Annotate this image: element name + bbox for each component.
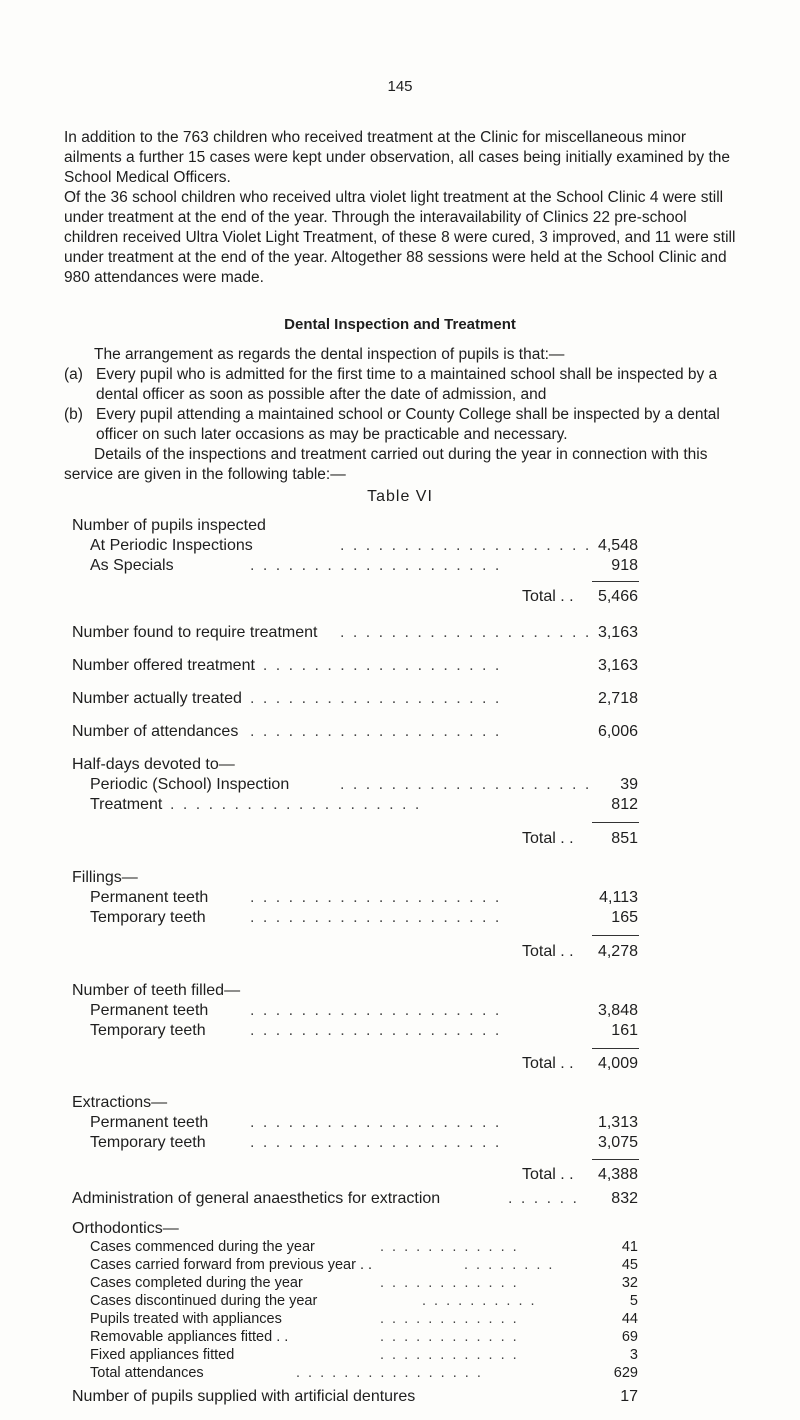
row-label: Number offered treatment xyxy=(72,657,255,674)
row-value: 41 xyxy=(621,1239,638,1255)
table-row xyxy=(0,774,800,796)
rule xyxy=(592,822,639,823)
row-value: 5,466 xyxy=(597,588,638,605)
row-value: 5 xyxy=(629,1293,638,1309)
table-row xyxy=(0,1020,800,1042)
rule xyxy=(592,1159,639,1160)
leader-dots: . . . . . . . . . . . . . . . . . . . . xyxy=(340,776,592,793)
leader-dots: . . . . . . . . . . . . . . . . . . . . xyxy=(250,909,502,926)
row-value: 17 xyxy=(620,1388,638,1405)
leader-dots: . . . . . . . . . . . . xyxy=(380,1311,519,1327)
row-label: Extractions— xyxy=(72,1094,168,1111)
row-label: Number of teeth filled— xyxy=(72,982,241,999)
table-row xyxy=(0,828,800,850)
row-label: Removable appliances fitted . . xyxy=(90,1329,289,1345)
row-value: 32 xyxy=(621,1275,638,1291)
row-label: As Specials xyxy=(90,557,174,574)
leader-dots: . . . . . . . . . . . . . . . . . . . . xyxy=(250,1134,502,1151)
row-value: 165 xyxy=(611,909,638,926)
row-label: Number found to require treatment xyxy=(72,624,318,641)
total-label: Total . . xyxy=(522,1055,574,1072)
row-value: 4,113 xyxy=(599,889,638,906)
table-row xyxy=(0,586,800,608)
table-row xyxy=(0,535,800,557)
row-label: Fixed appliances fitted xyxy=(90,1347,235,1363)
total-label: Total . . xyxy=(522,943,574,960)
table-row xyxy=(0,655,800,677)
row-label: Total attendances xyxy=(90,1365,204,1381)
total-label: Total . . xyxy=(522,1166,574,1183)
table-row xyxy=(0,1188,800,1210)
paragraph-ultra-violet: Of the 36 school children who received ultra violet light treatment at the School Clinic 4 were still under treatment at the end of the year. Through the interavailability of Clinics 22 pre-school children received Ultra Violet Light Treatment, of these 8 were cured, 3 improved, and 11 were still under treatment at the end of the year. Altogether 88 sessions were held at the School Clinic and 980 attendances were made. xyxy=(64,189,736,286)
row-value: 3,163 xyxy=(597,624,638,641)
table-row xyxy=(0,1386,800,1408)
row-value: 1,313 xyxy=(597,1114,638,1131)
table-row xyxy=(0,907,800,929)
row-value: 3,075 xyxy=(597,1134,638,1151)
item-marker: (a) xyxy=(64,366,83,383)
row-value: 39 xyxy=(620,776,638,793)
row-label: Temporary teeth xyxy=(90,909,206,926)
table-row xyxy=(0,941,800,963)
row-label: Cases commenced during the year xyxy=(90,1239,315,1255)
row-value: 4,009 xyxy=(597,1055,638,1072)
leader-dots: . . . . . . . . . . . . . . . . . . . . xyxy=(250,1022,502,1039)
leader-dots: . . . . . . . . . . . . xyxy=(380,1239,519,1255)
row-label: Number actually treated xyxy=(72,690,242,707)
table-row xyxy=(0,1132,800,1154)
row-label: Permanent teeth xyxy=(90,889,209,906)
row-value: 812 xyxy=(611,796,638,813)
item-text: Every pupil who is admitted for the first time to a maintained school shall be inspected by a dental officer as soon as possible after the date of admission, and xyxy=(96,366,718,403)
table-row xyxy=(0,887,800,909)
table-row xyxy=(0,721,800,743)
leader-dots: . . . . . . . . . . . . . . . . . . . . xyxy=(340,624,592,641)
page-number: 145 xyxy=(387,78,413,95)
table-row xyxy=(0,688,800,710)
table-row xyxy=(0,1000,800,1022)
dental-item-a xyxy=(64,365,744,405)
table-row xyxy=(0,555,800,577)
leader-dots: . . . . . . . . . . . . . . . . . . . . xyxy=(250,723,502,740)
row-label: Cases discontinued during the year xyxy=(90,1293,318,1309)
row-label: Number of pupils supplied with artificial dentures xyxy=(72,1388,416,1405)
row-value: 6,006 xyxy=(597,723,638,740)
leader-dots: . . . . . . . . . . xyxy=(422,1293,537,1309)
total-label: Total . . xyxy=(522,830,574,847)
table-row xyxy=(0,754,800,776)
row-label: Number of attendances xyxy=(72,723,239,740)
section-heading: Dental Inspection and Treatment xyxy=(284,316,516,333)
leader-dots: . . . . . . . . . . . . xyxy=(380,1275,519,1291)
row-value: 3 xyxy=(629,1347,638,1363)
table-row xyxy=(0,1112,800,1134)
table-row xyxy=(0,794,800,816)
dental-outro: Details of the inspections and treatment carried out during the year in connection with this service are given in the following table:— xyxy=(64,446,708,483)
row-label: Orthodontics— xyxy=(72,1220,179,1237)
leader-dots: . . . . . . . . . . . . xyxy=(380,1347,519,1363)
row-value: 832 xyxy=(611,1190,638,1207)
row-value: 4,388 xyxy=(597,1166,638,1183)
row-label: Fillings— xyxy=(72,869,138,886)
row-label: Cases carried forward from previous year . . xyxy=(90,1257,373,1273)
row-label: Periodic (School) Inspection xyxy=(90,776,290,793)
row-label: Number of pupils inspected xyxy=(72,517,266,534)
row-label: Permanent teeth xyxy=(90,1002,209,1019)
table-row xyxy=(0,1164,800,1186)
item-marker: (b) xyxy=(64,406,83,423)
table-title: Table VI xyxy=(367,488,433,505)
leader-dots: . . . . . . . . . . . . . . . . . . . . xyxy=(250,557,502,574)
row-value: 69 xyxy=(621,1329,638,1345)
leader-dots: . . . . . . . . . . . . . . . . . . . . xyxy=(250,657,502,674)
row-label: Half-days devoted to— xyxy=(72,756,235,773)
leader-dots: . . . . . . . . xyxy=(464,1257,555,1273)
row-value: 3,163 xyxy=(597,657,638,674)
row-value: 629 xyxy=(613,1365,638,1381)
leader-dots: . . . . . . . . . . . . . . . . . . . . xyxy=(250,1114,502,1131)
row-value: 918 xyxy=(611,557,638,574)
leader-dots: . . . . . . . . . . . . . . . . . . . . xyxy=(250,1002,502,1019)
table-row xyxy=(0,867,800,889)
row-value: 851 xyxy=(611,830,638,847)
row-value: 2,718 xyxy=(597,690,638,707)
table-row xyxy=(0,1053,800,1075)
leader-dots: . . . . . . . . . . . . . . . . xyxy=(296,1365,483,1381)
leader-dots: . . . . . . . . . . . . . . . . . . . . xyxy=(340,537,592,554)
table-row xyxy=(0,622,800,644)
rule xyxy=(592,935,639,936)
row-value: 3,848 xyxy=(597,1002,638,1019)
rule xyxy=(592,581,639,582)
row-label: Pupils treated with appliances xyxy=(90,1311,282,1327)
row-label: Permanent teeth xyxy=(90,1114,209,1131)
table-row xyxy=(0,980,800,1002)
row-label: Temporary teeth xyxy=(90,1134,206,1151)
row-value: 45 xyxy=(621,1257,638,1273)
leader-dots: . . . . . . . . . . . . . . . . . . . . xyxy=(250,690,502,707)
leader-dots: . . . . . . xyxy=(508,1190,579,1207)
leader-dots: . . . . . . . . . . . . . . . . . . . . xyxy=(250,889,502,906)
row-label: At Periodic Inspections xyxy=(90,537,253,554)
row-label: Cases completed during the year xyxy=(90,1275,303,1291)
leader-dots: . . . . . . . . . . . . . . . . . . . . xyxy=(170,796,422,813)
paragraph-minor-ailments: In addition to the 763 children who received treatment at the Clinic for miscellaneous minor ailments a further 15 cases were kept under observation, all cases being initially examined by the School Medical Officers. xyxy=(64,129,731,186)
row-label: Administration of general anaesthetics for extraction xyxy=(72,1190,441,1207)
row-value: 161 xyxy=(611,1022,638,1039)
total-label: Total . . xyxy=(522,588,574,605)
row-label: Temporary teeth xyxy=(90,1022,206,1039)
table-row xyxy=(0,1092,800,1114)
leader-dots: . . . . . . . . . . . . xyxy=(380,1329,519,1345)
table-row xyxy=(0,1362,800,1384)
row-value: 44 xyxy=(621,1311,638,1327)
row-value: 4,278 xyxy=(597,943,638,960)
dental-intro: The arrangement as regards the dental inspection of pupils is that:— xyxy=(94,346,565,363)
dental-item-b xyxy=(64,405,744,445)
table-row xyxy=(0,515,800,537)
row-value: 4,548 xyxy=(597,537,638,554)
rule xyxy=(592,1048,639,1049)
item-text: Every pupil attending a maintained school or County College shall be inspected by a dental officer on such later occasions as may be practicable and necessary. xyxy=(96,406,720,443)
row-label: Treatment xyxy=(90,796,163,813)
